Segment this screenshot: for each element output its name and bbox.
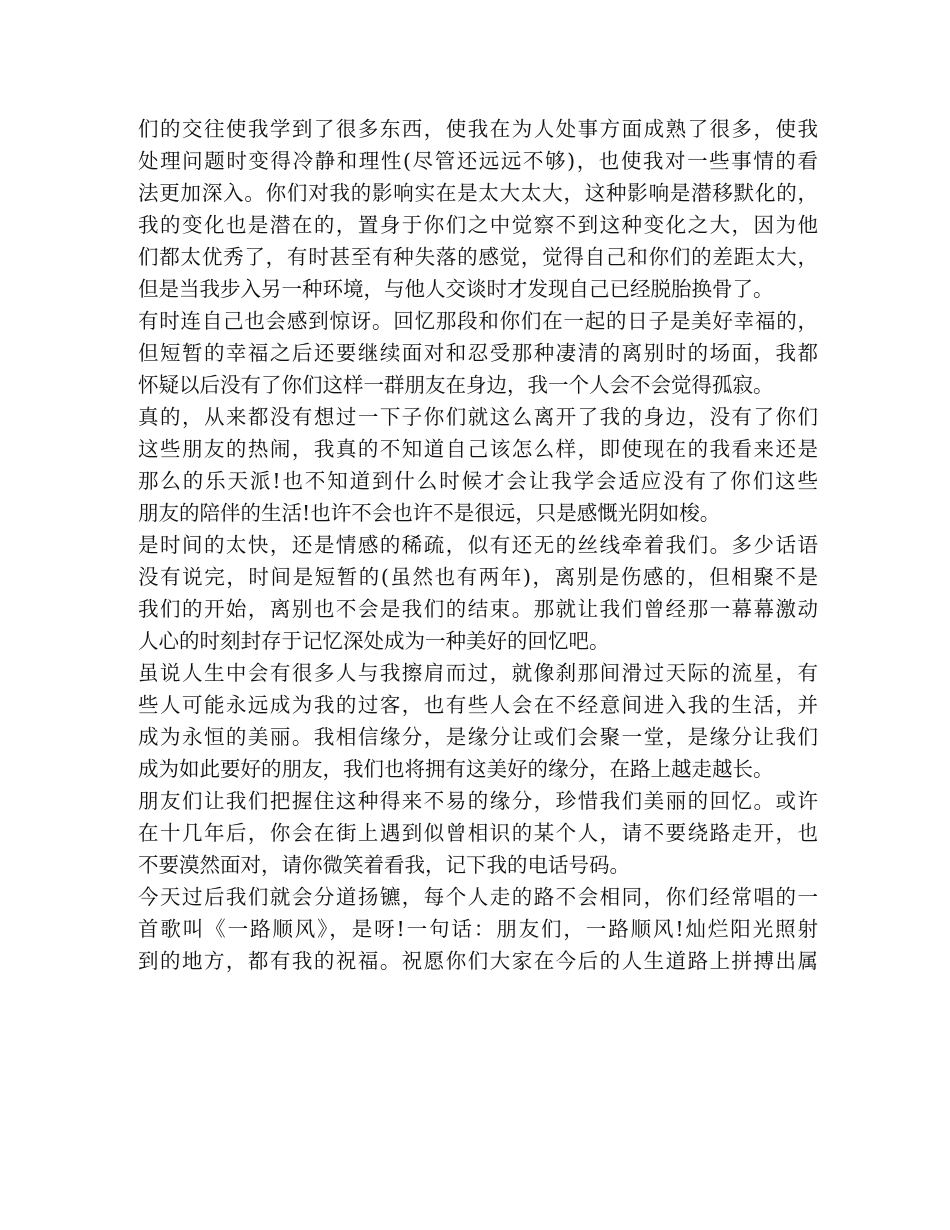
- text-line: 在十几年后，你会在街上遇到似曾相识的某个人，请不要绕路走开，也: [138, 821, 818, 845]
- text-line: 成为如此要好的朋友，我们也将拥有这美好的缘分，在路上越走越长。: [138, 757, 774, 781]
- text-line: 那么的乐天派!也不知道到什么时候才会让我学会适应没有了你们这些: [138, 469, 818, 493]
- text-line: 们的交往使我学到了很多东西，使我在为人处事方面成熟了很多，使我: [138, 117, 818, 141]
- text-line: 人心的时刻封存于记忆深处成为一种美好的回忆吧。: [138, 629, 610, 653]
- text-line: 法更加深入。你们对我的影响实在是太大太大，这种影响是潜移默化的，: [138, 181, 818, 205]
- text-line: 不要漠然面对，请你微笑着看我，记下我的电话号码。: [138, 853, 630, 877]
- text-line: 成为永恒的美丽。我相信缘分，是缘分让或们会聚一堂，是缘分让我们: [138, 725, 818, 749]
- text-line: 朋友的陪伴的生活!也许不会也许不是很远，只是感慨光阴如梭。: [138, 501, 721, 525]
- text-line: 有时连自己也会感到惊讶。回忆那段和你们在一起的日子是美好幸福的，: [138, 309, 818, 333]
- text-line: 真的，从来都没有想过一下子你们就这么离开了我的身边，没有了你们: [138, 405, 818, 429]
- text-line: 些人可能永远成为我的过客，也有些人会在不经意间进入我的生活，并: [138, 693, 818, 717]
- text-line: 但是当我步入另一种环境，与他人交谈时才发现自己已经脱胎换骨了。: [138, 277, 774, 301]
- text-line: 处理问题时变得冷静和理性(尽管还远远不够)，也使我对一些事情的看: [138, 149, 818, 173]
- text-line: 但短暂的幸福之后还要继续面对和忍受那种凄清的离别时的场面，我都: [138, 341, 818, 365]
- text-line: 们都太优秀了，有时甚至有种失落的感觉，觉得自己和你们的差距太大，: [138, 245, 818, 269]
- text-line: 到的地方，都有我的祝福。祝愿你们大家在今后的人生道路上拼搏出属: [138, 949, 818, 973]
- text-line: 我们的开始，离别也不会是我们的结束。那就让我们曾经那一幕幕激动: [138, 597, 818, 621]
- text-line: 朋友们让我们把握住这种得来不易的缘分，珍惜我们美丽的回忆。或许: [138, 789, 818, 813]
- body-text: [138, 113, 818, 977]
- text-line: 这些朋友的热闹，我真的不知道自己该怎么样，即使现在的我看来还是: [138, 437, 818, 461]
- text-line: 没有说完，时间是短暂的(虽然也有两年)，离别是伤感的，但相聚不是: [138, 565, 818, 589]
- text-line: 今天过后我们就会分道扬镳，每个人走的路不会相同，你们经常唱的一: [138, 885, 818, 909]
- text-line: 是时间的太快，还是情感的稀疏，似有还无的丝线牵着我们。多少话语: [138, 533, 818, 557]
- text-line: 怀疑以后没有了你们这样一群朋友在身边，我一个人会不会觉得孤寂。: [138, 373, 774, 397]
- text-line: 首歌叫《一路顺风》，是呀!一句话：朋友们，一路顺风!灿烂阳光照射: [138, 917, 818, 941]
- text-line: 虽说人生中会有很多人与我擦肩而过，就像刹那间滑过天际的流星，有: [138, 661, 818, 685]
- text-line: 我的变化也是潜在的，置身于你们之中觉察不到这种变化之大，因为他: [138, 213, 818, 237]
